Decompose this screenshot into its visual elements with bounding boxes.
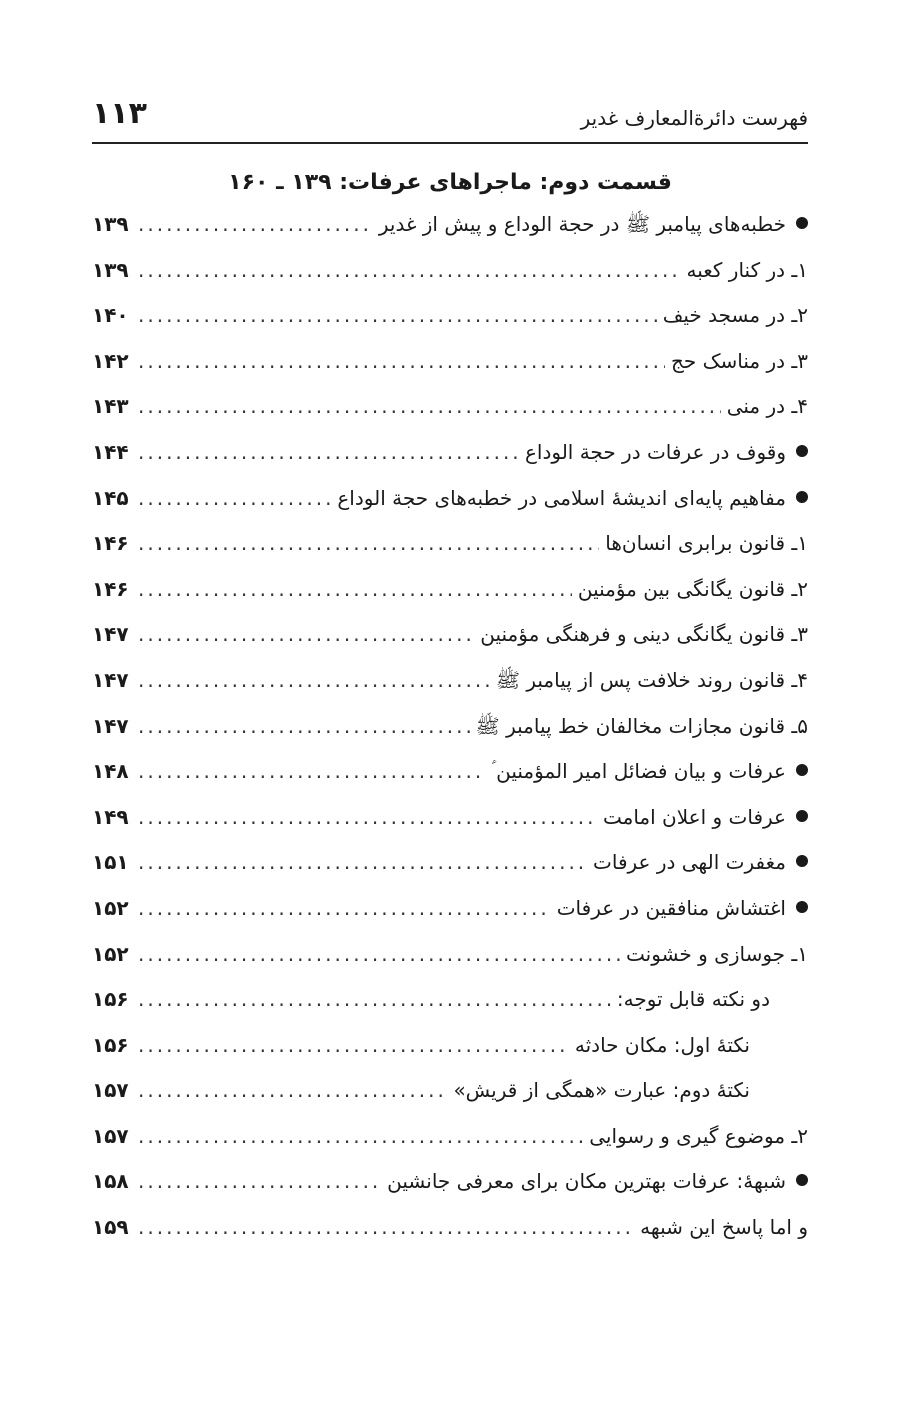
toc-entry-label: مغفرت الهی در عرفات [593, 850, 786, 875]
running-header [92, 92, 808, 144]
toc-entry-page: ۱۵۹ [92, 1215, 129, 1240]
toc-entry-page: ۱۳۹ [92, 212, 129, 236]
toc-entry[interactable] [92, 486, 808, 532]
dot-leader [138, 212, 373, 236]
bullet-icon [796, 445, 808, 457]
dot-leader [138, 303, 657, 327]
toc-entry-page: ۱۵۲ [92, 941, 129, 966]
toc-entry-page: ۱۴۹ [92, 804, 129, 829]
toc-entry-label: ۳ـ در مناسک حج [670, 348, 808, 373]
toc-entry[interactable] [92, 805, 808, 851]
bullet-icon [796, 855, 808, 867]
bullet-icon [796, 491, 808, 503]
dot-leader [138, 622, 474, 646]
toc-entry-page: ۱۵۷ [92, 1123, 129, 1148]
toc-entry[interactable] [92, 896, 808, 942]
dot-leader [138, 805, 597, 829]
toc-entry-page: ۱۵۶ [92, 987, 129, 1012]
toc-entry[interactable] [92, 622, 808, 668]
dot-leader [138, 850, 587, 874]
toc-entry-page: ۱۴۴ [92, 439, 129, 464]
toc-entry-label: عرفات و بیان فضائل امیر المؤمنین ؑ [491, 759, 786, 784]
toc-entry-label: ۱ـ در کنار کعبه [686, 257, 808, 282]
dot-leader [138, 394, 721, 418]
toc-entry-page: ۱۴۲ [92, 348, 129, 373]
toc-entry-page: ۱۴۵ [92, 485, 129, 510]
toc-entry-page: ۱۵۲ [92, 895, 129, 920]
toc-entry[interactable] [92, 942, 808, 988]
toc-entry-page: ۱۴۶ [92, 531, 129, 556]
dot-leader [138, 759, 485, 783]
toc-entry[interactable] [92, 1124, 808, 1170]
toc-entry-page: ۱۴۶ [92, 576, 129, 601]
bullet-icon [796, 810, 808, 822]
toc-entry-page: ۱۴۷ [92, 667, 129, 692]
bullet-icon [796, 901, 808, 913]
toc-entry[interactable] [92, 1169, 808, 1215]
toc-entry-label: ۱ـ جوسازی و خشونت [626, 941, 808, 966]
toc-entry-label: ۱ـ قانون برابری انسان‌ها [605, 531, 808, 556]
toc-entry-page: ۱۳۹ [92, 257, 129, 282]
toc-entry-page: ۱۴۰ [92, 303, 129, 328]
toc-entry-label: ۵ـ قانون مجازات مخالفان خط پیامبر ﷺ [475, 713, 808, 738]
toc-entry[interactable] [92, 850, 808, 896]
dot-leader [138, 349, 665, 373]
dot-leader [138, 1169, 381, 1193]
toc-entry-label: اغتشاش منافقین در عرفات [556, 895, 786, 920]
toc-entry-page: ۱۵۶ [92, 1032, 129, 1057]
toc-entry-label: دو نکته قابل توجه: [616, 987, 770, 1012]
dot-leader [138, 531, 599, 555]
page-number: ۱۱۳ [92, 96, 147, 131]
toc-entry[interactable] [92, 531, 808, 577]
toc-entry[interactable] [92, 303, 808, 349]
dot-leader [138, 440, 519, 464]
bullet-icon [796, 217, 808, 229]
dot-leader [138, 1124, 583, 1148]
toc-entry[interactable] [92, 759, 808, 805]
toc-entry[interactable] [92, 668, 808, 714]
toc-entry[interactable] [92, 577, 808, 623]
toc-entry[interactable] [92, 394, 808, 440]
toc-entry-label: ۲ـ قانون یگانگی بین مؤمنین [577, 576, 808, 601]
running-title: فهرست دائرةالمعارف غدیر [580, 106, 808, 130]
dot-leader [138, 987, 611, 1011]
dot-leader [138, 486, 331, 510]
bullet-icon [796, 764, 808, 776]
table-of-contents [92, 212, 808, 1261]
dot-leader [138, 714, 470, 738]
toc-entry-page: ۱۵۷ [92, 1078, 129, 1103]
dot-leader [138, 942, 620, 966]
section-title: قسمت دوم: ماجراهای عرفات: ۱۳۹ ـ ۱۶۰ [228, 170, 672, 195]
toc-entry[interactable] [92, 440, 808, 486]
dot-leader [138, 1033, 569, 1057]
toc-entry[interactable] [92, 1215, 808, 1261]
toc-entry-page: ۱۴۸ [92, 759, 129, 784]
toc-entry-label: ۲ـ موضوع گیری و رسوایی [589, 1123, 808, 1148]
toc-entry-label: مفاهیم پایه‌ای اندیشهٔ اسلامی در خطبه‌های حجة الوداع [337, 485, 786, 510]
dot-leader [138, 1215, 634, 1239]
toc-entry[interactable] [92, 714, 808, 760]
toc-entry-label: عرفات و اعلان امامت [602, 804, 786, 829]
toc-entry[interactable] [92, 1033, 808, 1079]
dot-leader [138, 1078, 447, 1102]
toc-entry-page: ۱۵۸ [92, 1169, 129, 1194]
toc-entry-label: شبههٔ: عرفات بهترین مکان برای معرفی جانشین [387, 1169, 786, 1194]
dot-leader [138, 258, 681, 282]
dot-leader [138, 896, 551, 920]
toc-entry-page: ۱۵۱ [92, 850, 129, 875]
toc-entry-label: و اما پاسخ این شبهه [640, 1215, 808, 1240]
toc-entry-page: ۱۴۷ [92, 622, 129, 647]
toc-entry[interactable] [92, 212, 808, 258]
toc-entry[interactable] [92, 987, 808, 1033]
toc-entry-label: نکتهٔ اول: مکان حادثه [574, 1032, 750, 1057]
toc-entry-page: ۱۴۷ [92, 713, 129, 738]
toc-entry-label: ۴ـ قانون روند خلافت پس از پیامبر ﷺ [495, 667, 808, 692]
toc-entry-label: نکتهٔ دوم: عبارت «همگی از قریش» [453, 1078, 750, 1103]
toc-entry-label: ۳ـ قانون یگانگی دینی و فرهنگی مؤمنین [480, 622, 808, 647]
toc-entry-page: ۱۴۳ [92, 394, 129, 419]
toc-entry[interactable] [92, 349, 808, 395]
toc-entry-label: وقوف در عرفات در حجة الوداع [524, 439, 786, 464]
toc-entry[interactable] [92, 1078, 808, 1124]
toc-entry[interactable] [92, 258, 808, 304]
dot-leader [138, 577, 572, 601]
toc-entry-label: ۴ـ در منی [726, 394, 808, 419]
bullet-icon [796, 1174, 808, 1186]
toc-entry-label: خطبه‌های پیامبر ﷺ در حجة الوداع و پیش از غدیر [378, 212, 786, 236]
toc-entry-label: ۲ـ در مسجد خیف [662, 303, 808, 328]
dot-leader [138, 668, 490, 692]
